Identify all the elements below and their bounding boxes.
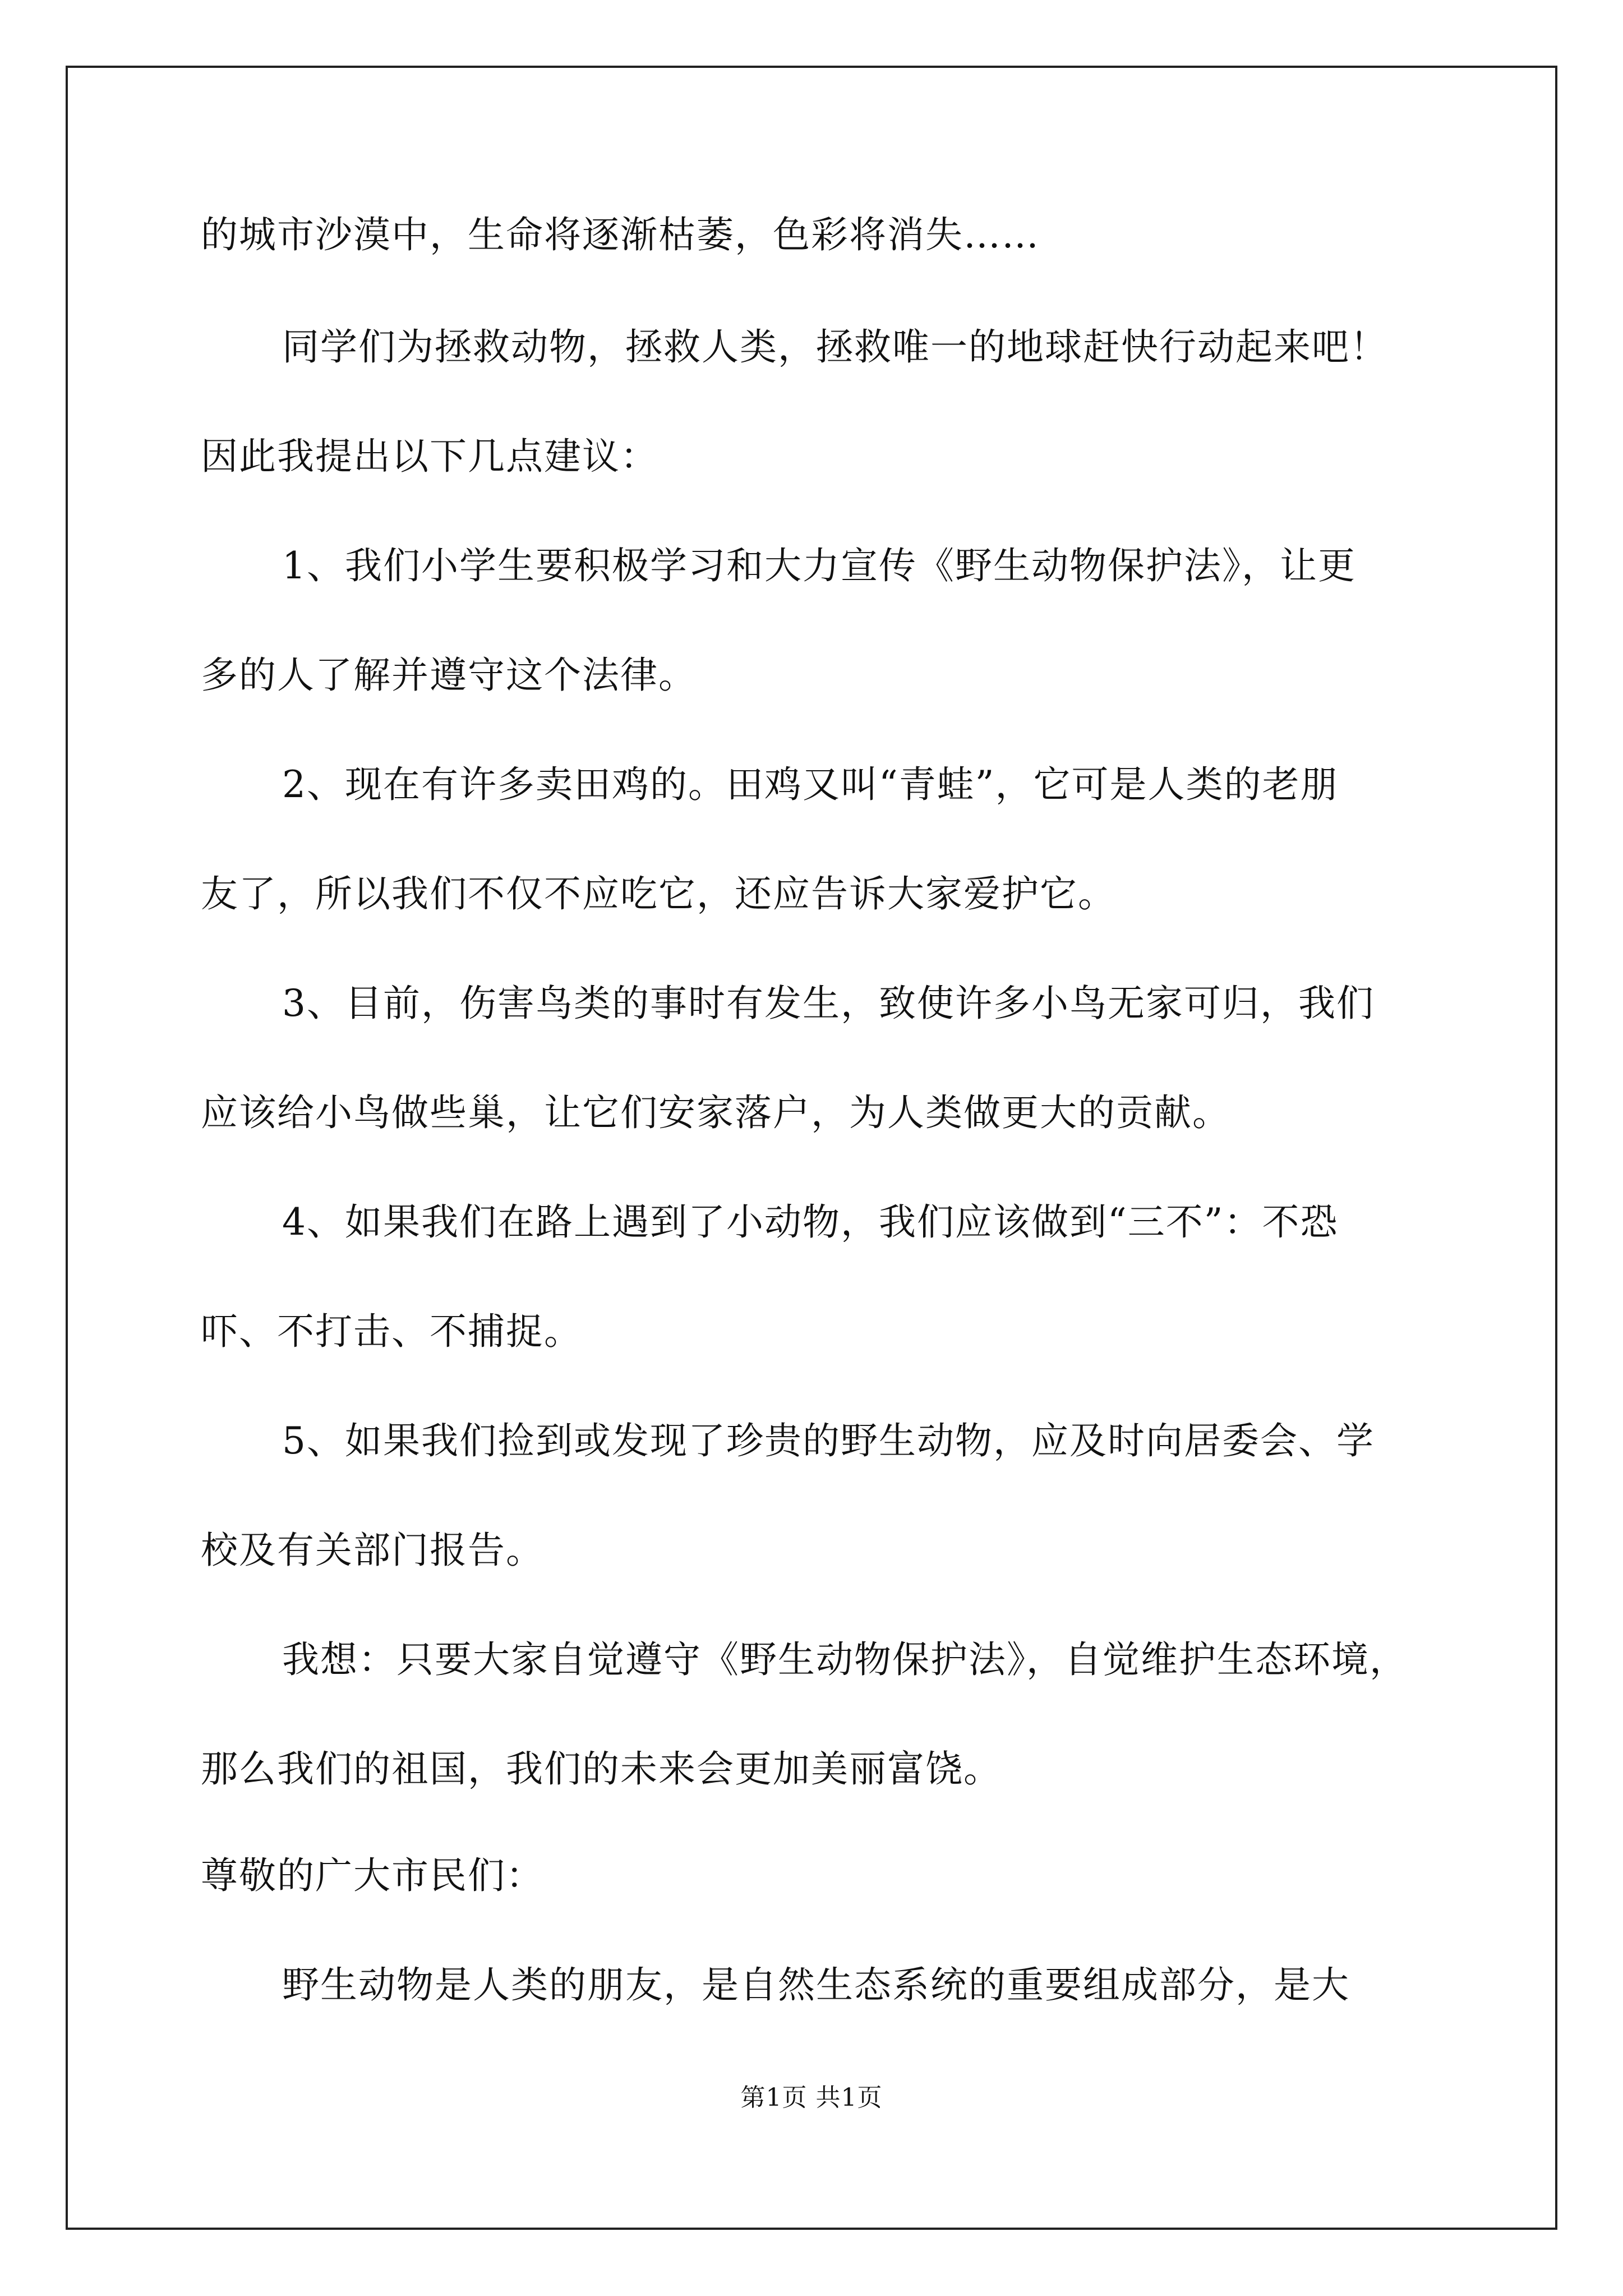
page-border [66, 66, 1557, 2230]
body-text-line: 的城市沙漠中，生命将逐渐枯萎，色彩将消失…… [201, 213, 1040, 256]
list-item-text: 多的人了解并遵守这个法律。 [201, 654, 697, 697]
list-item-text: 4、如果我们在路上遇到了小动物，我们应该做到“三不”：不恐 [282, 1200, 1339, 1244]
list-item-text: 2、现在有许多卖田鸡的。田鸡又叫“青蛙”，它可是人类的老朋 [282, 763, 1339, 806]
list-item-text: 校及有关部门报告。 [201, 1529, 544, 1572]
body-text-line: 同学们为拯救动物，拯救人类，拯救唯一的地球赶快行动起来吧！ [282, 325, 1388, 369]
list-item-text: 3、目前，伤害鸟类的事时有发生，致使许多小鸟无家可归，我们 [282, 982, 1375, 1025]
list-item-text: 5、如果我们捡到或发现了珍贵的野生动物，应及时向居委会、学 [282, 1419, 1375, 1462]
list-item-text: 1、我们小学生要积极学习和大力宣传《野生动物保护法》，让更 [282, 544, 1356, 587]
body-text-line: 我想：只要大家自觉遵守《野生动物保护法》，自觉维护生态环境， [282, 1638, 1408, 1681]
body-text-line: 那么我们的祖国，我们的未来会更加美丽富饶。 [201, 1747, 1002, 1791]
page-number-footer: 第1页 共1页 [740, 2083, 883, 2112]
body-text-line: 野生动物是人类的朋友，是自然生态系统的重要组成部分，是大 [282, 1963, 1350, 2007]
salutation: 尊敬的广大市民们： [201, 1854, 544, 1897]
list-item-text: 吓、不打击、不捕捉。 [201, 1310, 582, 1353]
list-item-text: 应该给小鸟做些巢，让它们安家落户，为人类做更大的贡献。 [201, 1091, 1230, 1134]
list-item-text: 友了，所以我们不仅不应吃它，还应告诉大家爱护它。 [201, 872, 1116, 915]
body-text-line: 因此我提出以下几点建议： [201, 435, 658, 478]
